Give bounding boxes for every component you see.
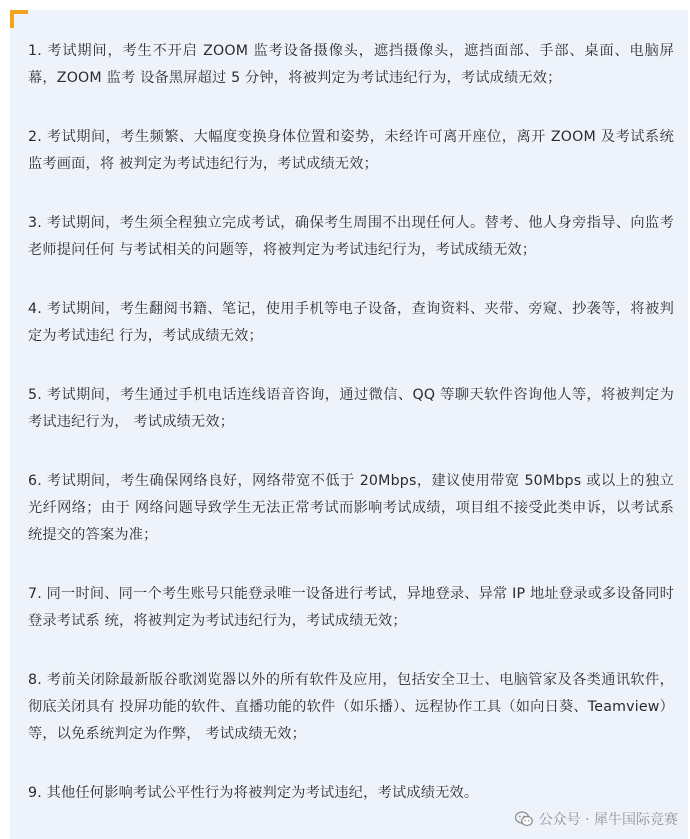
rule-6: 6. 考试期间，考生确保网络良好，网络带宽不低于 20Mbps，建议使用带宽 50Mbps 或以上的独立光纤网络；由于 网络问题导致学生无法正常考试而影响考试成绩，项目组不接受此类申诉，以考试系统提交的答案为准；	[28, 473, 674, 543]
wechat-icon	[515, 811, 533, 827]
rule-5: 5. 考试期间，考生通过手机电话连线语音咨询，通过微信、QQ 等聊天软件咨询他人等，将被判定为考试违纪行为， 考试成绩无效；	[28, 387, 674, 430]
watermark-text: 公众号 · 犀牛国际竞赛	[538, 812, 678, 828]
rule-8: 8. 考前关闭除最新版谷歌浏览器以外的所有软件及应用，包括安全卫士、电脑管家及各类通讯软件，彻底关闭具有 投屏功能的软件、直播功能的软件（如乐播）、远程协作工具（如向日葵、Teamview）等，以免系统判定为作弊， 考试成绩无效；	[28, 672, 674, 742]
rule-9: 9. 其他任何影响考试公平性行为将被判定为考试违纪，考试成绩无效。	[28, 785, 479, 801]
watermark	[515, 809, 678, 829]
rules-card	[10, 10, 688, 839]
rule-1: 1. 考试期间，考生不开启 ZOOM 监考设备摄像头，遮挡摄像头，遮挡面部、手部、桌面、电脑屏幕，ZOOM 监考 设备黑屏超过 5 分钟，将被判定为考试违纪行为，考试成绩无效；	[28, 43, 674, 86]
rule-3: 3. 考试期间，考生须全程独立完成考试，确保考生周围不出现任何人。替考、他人身旁指导、向监考老师提问任何 与考试相关的问题等，将被判定为考试违纪行为，考试成绩无效；	[28, 215, 674, 258]
rule-7: 7. 同一时间、同一个考生账号只能登录唯一设备进行考试，异地登录、异常 IP 地址登录或多设备同时登录考试系 统，将被判定为考试违纪行为，考试成绩无效；	[28, 586, 674, 629]
corner-accent	[10, 10, 28, 28]
rule-4: 4. 考试期间，考生翻阅书籍、笔记，使用手机等电子设备，查询资料、夹带、旁窥、抄袭等，将被判定为考试违纪 行为，考试成绩无效；	[28, 301, 674, 344]
rule-2: 2. 考试期间，考生频繁、大幅度变换身体位置和姿势，未经许可离开座位，离开 ZOOM 及考试系统监考画面，将 被判定为考试违纪行为，考试成绩无效；	[28, 129, 674, 172]
